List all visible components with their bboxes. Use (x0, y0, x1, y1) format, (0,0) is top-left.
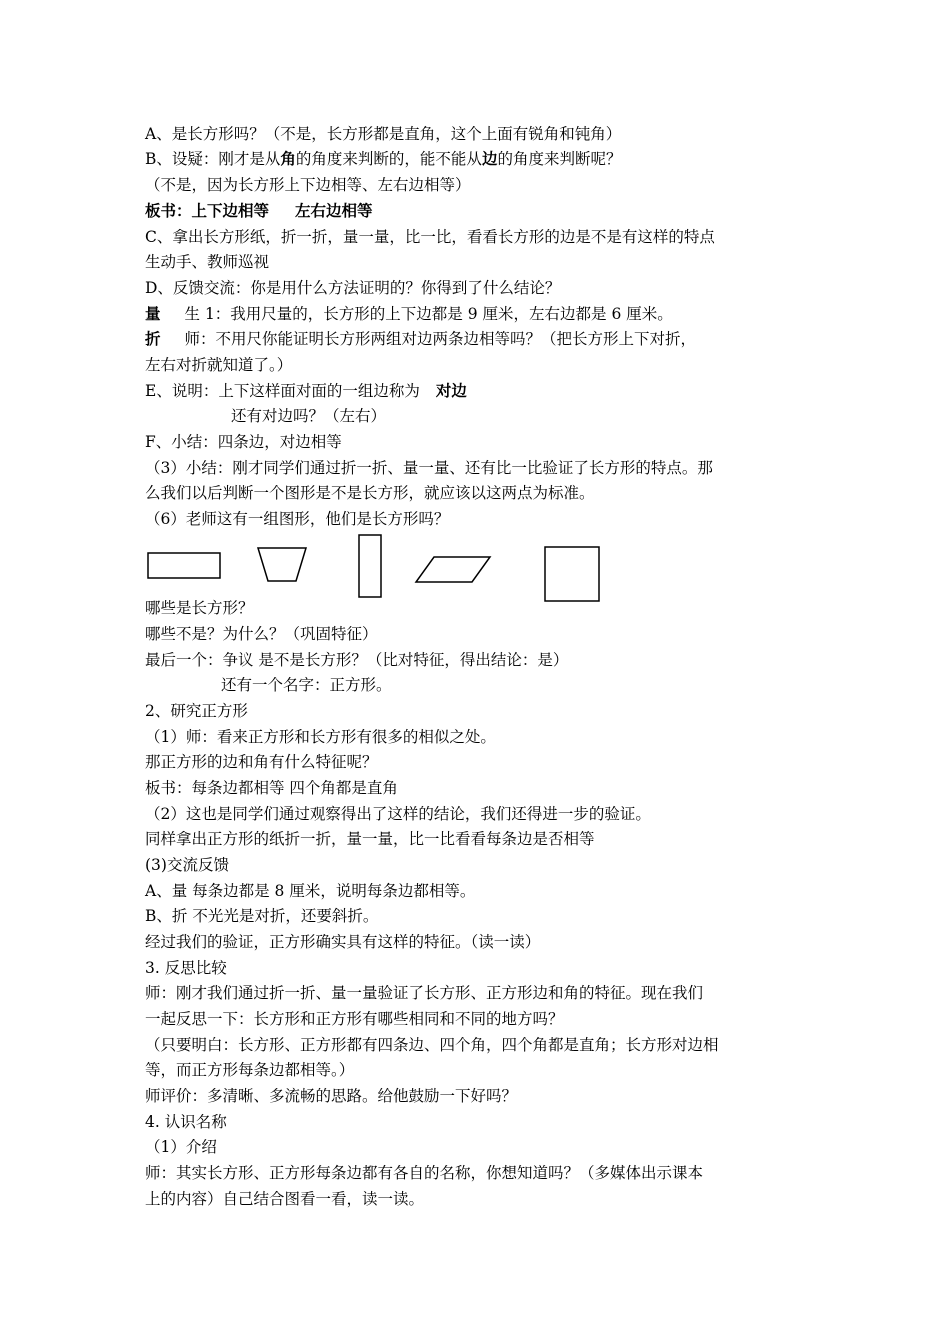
rectangle-shape (148, 553, 220, 578)
line-text: B、折 不光光是对折，还要斜折。 (145, 907, 379, 925)
text-line (145, 880, 475, 902)
line-text: 那正方形的边和角有什么特征呢？ (145, 753, 378, 771)
section-heading (145, 1111, 227, 1133)
text-line (145, 303, 673, 325)
line-text: （不是，因为长方形上下边相等、左右边相等） (145, 176, 471, 194)
line-text: 等，而正方形每条边都相等。） (145, 1061, 355, 1079)
text-line (145, 931, 540, 953)
line-text: A、量 每条边都是 8 厘米，说明每条边都相等。 (145, 882, 476, 900)
text-line (145, 1162, 703, 1184)
tall-rectangle-shape (359, 535, 381, 597)
text-line (145, 226, 715, 248)
text-line (145, 123, 621, 145)
text-line (145, 1059, 354, 1081)
trapezoid-shape (258, 548, 306, 581)
line-text: 同样拿出正方形的纸折一折，量一量，比一比看看每条边是否相等 (145, 830, 595, 848)
line-text: 上的内容）自己结合图看一看，读一读。 (145, 1190, 425, 1208)
bold-term: 折 (145, 330, 161, 348)
line-text: C、拿出长方形纸，折一折，量一量，比一比，看看长方形的边是不是有这样的特点 (145, 228, 715, 246)
text-line (145, 1008, 564, 1030)
line-text: 师：其实长方形、正方形每条边都有各自的名称，你想知道吗？（多媒体出示课本 (145, 1164, 704, 1182)
line-text: F、小结：四条边，对边相等 (145, 433, 342, 451)
text-line (145, 828, 595, 850)
text-line (145, 803, 651, 825)
text-line (145, 982, 703, 1004)
line-text: B、设疑：刚才是从 (145, 150, 281, 168)
line-text: 的角度来判断的，能不能从 (295, 150, 482, 168)
text-line (145, 597, 254, 619)
line-text: 还有一个名字：正方形。 (221, 676, 392, 694)
line-text: （只要明白：长方形、正方形都有四条边、四个角，四个角都是直角；长方形对边相 (145, 1036, 719, 1054)
line-text: D、反馈交流：你是用什么方法证明的？你得到了什么结论？ (145, 279, 561, 297)
text-line (145, 277, 560, 299)
text-line (145, 726, 496, 748)
board-note-part: 板书：上下边相等 (145, 202, 270, 220)
line-text: 师评价：多清晰、多流畅的思路。给他鼓励一下好吗？ (145, 1087, 518, 1105)
line-text: 的角度来判断呢？ (497, 150, 622, 168)
line-text: 4. 认识名称 (145, 1113, 227, 1131)
board-note (145, 200, 373, 222)
line-text: 2、研究正方形 (145, 702, 248, 720)
text-line (145, 854, 229, 876)
line-text: 左右对折就知道了。） (145, 356, 293, 374)
line-text: E、说明：上下这样面对面的一组边称为 (145, 382, 420, 400)
line-text: 哪些是长方形？ (145, 599, 254, 617)
text-line (145, 354, 292, 376)
text-line (221, 674, 392, 696)
text-line (145, 649, 568, 671)
text-line (145, 623, 378, 645)
text-line (231, 405, 386, 427)
text-line (145, 1034, 719, 1056)
line-text: 师：刚才我们通过折一折、量一量验证了长方形、正方形边和角的特征。现在我们 (145, 984, 704, 1002)
bold-term: 对边 (435, 382, 467, 400)
line-text: 最后一个：争议 是不是长方形？（比对特征，得出结论：是） (145, 651, 569, 669)
bold-term: 量 (145, 305, 161, 323)
line-text: （6）老师这有一组图形，他们是长方形吗？ (145, 510, 450, 528)
line-text: 一起反思一下：长方形和正方形有哪些相同和不同的地方吗？ (145, 1010, 564, 1028)
board-note-part: 左右边相等 (295, 202, 373, 220)
section-heading (145, 700, 248, 722)
line-text: 生 1：我用尺量的，长方形的上下边都是 9 厘米，左右边都是 6 厘米。 (184, 305, 673, 323)
line-text: (3)交流反馈 (145, 856, 229, 874)
text-line (145, 251, 269, 273)
line-text: 经过我们的验证，正方形确实具有这样的特征。（读一读） (145, 933, 541, 951)
text-line (145, 148, 621, 170)
line-text: （1）介绍 (145, 1138, 217, 1156)
bold-term: 边 (481, 150, 498, 168)
line-text: 生动手、教师巡视 (145, 253, 270, 271)
line-text: 么我们以后判断一个图形是不是长方形，就应该以这两点为标准。 (145, 484, 595, 502)
section-heading (145, 957, 227, 979)
board-note (145, 777, 398, 799)
line-text: （2）这也是同学们通过观察得出了这样的结论，我们还得进一步的验证。 (145, 805, 651, 823)
text-line (145, 431, 342, 453)
line-text: A、是长方形吗？（不是，长方形都是直角，这个上面有锐角和钝角） (145, 125, 622, 143)
text-line (145, 905, 378, 927)
line-text: 师：不用尺你能证明长方形两组对边两条边相等吗？（把长方形上下对折， (184, 330, 697, 348)
line-text: 板书：每条边都相等 四个角都是直角 (145, 779, 398, 797)
line-text: 还有对边吗？（左右） (231, 407, 387, 425)
text-line (145, 508, 449, 530)
text-line (145, 482, 595, 504)
text-line (145, 457, 713, 479)
line-text: （1）师：看来正方形和长方形有很多的相似之处。 (145, 728, 496, 746)
bold-term: 角 (280, 150, 296, 168)
text-line (145, 1188, 424, 1210)
parallelogram-shape (416, 557, 490, 582)
text-line (145, 1085, 517, 1107)
text-line (145, 328, 696, 350)
text-line (145, 751, 378, 773)
square-shape (545, 547, 599, 601)
line-text: （3）小结：刚才同学们通过折一折、量一量、还有比一比验证了长方形的特点。那 (145, 459, 713, 477)
line-text: 哪些不是？为什么？（巩固特征） (145, 625, 378, 643)
text-line (145, 174, 471, 196)
text-line (145, 380, 467, 402)
line-text: 3. 反思比较 (145, 959, 227, 977)
text-line (145, 1136, 217, 1158)
